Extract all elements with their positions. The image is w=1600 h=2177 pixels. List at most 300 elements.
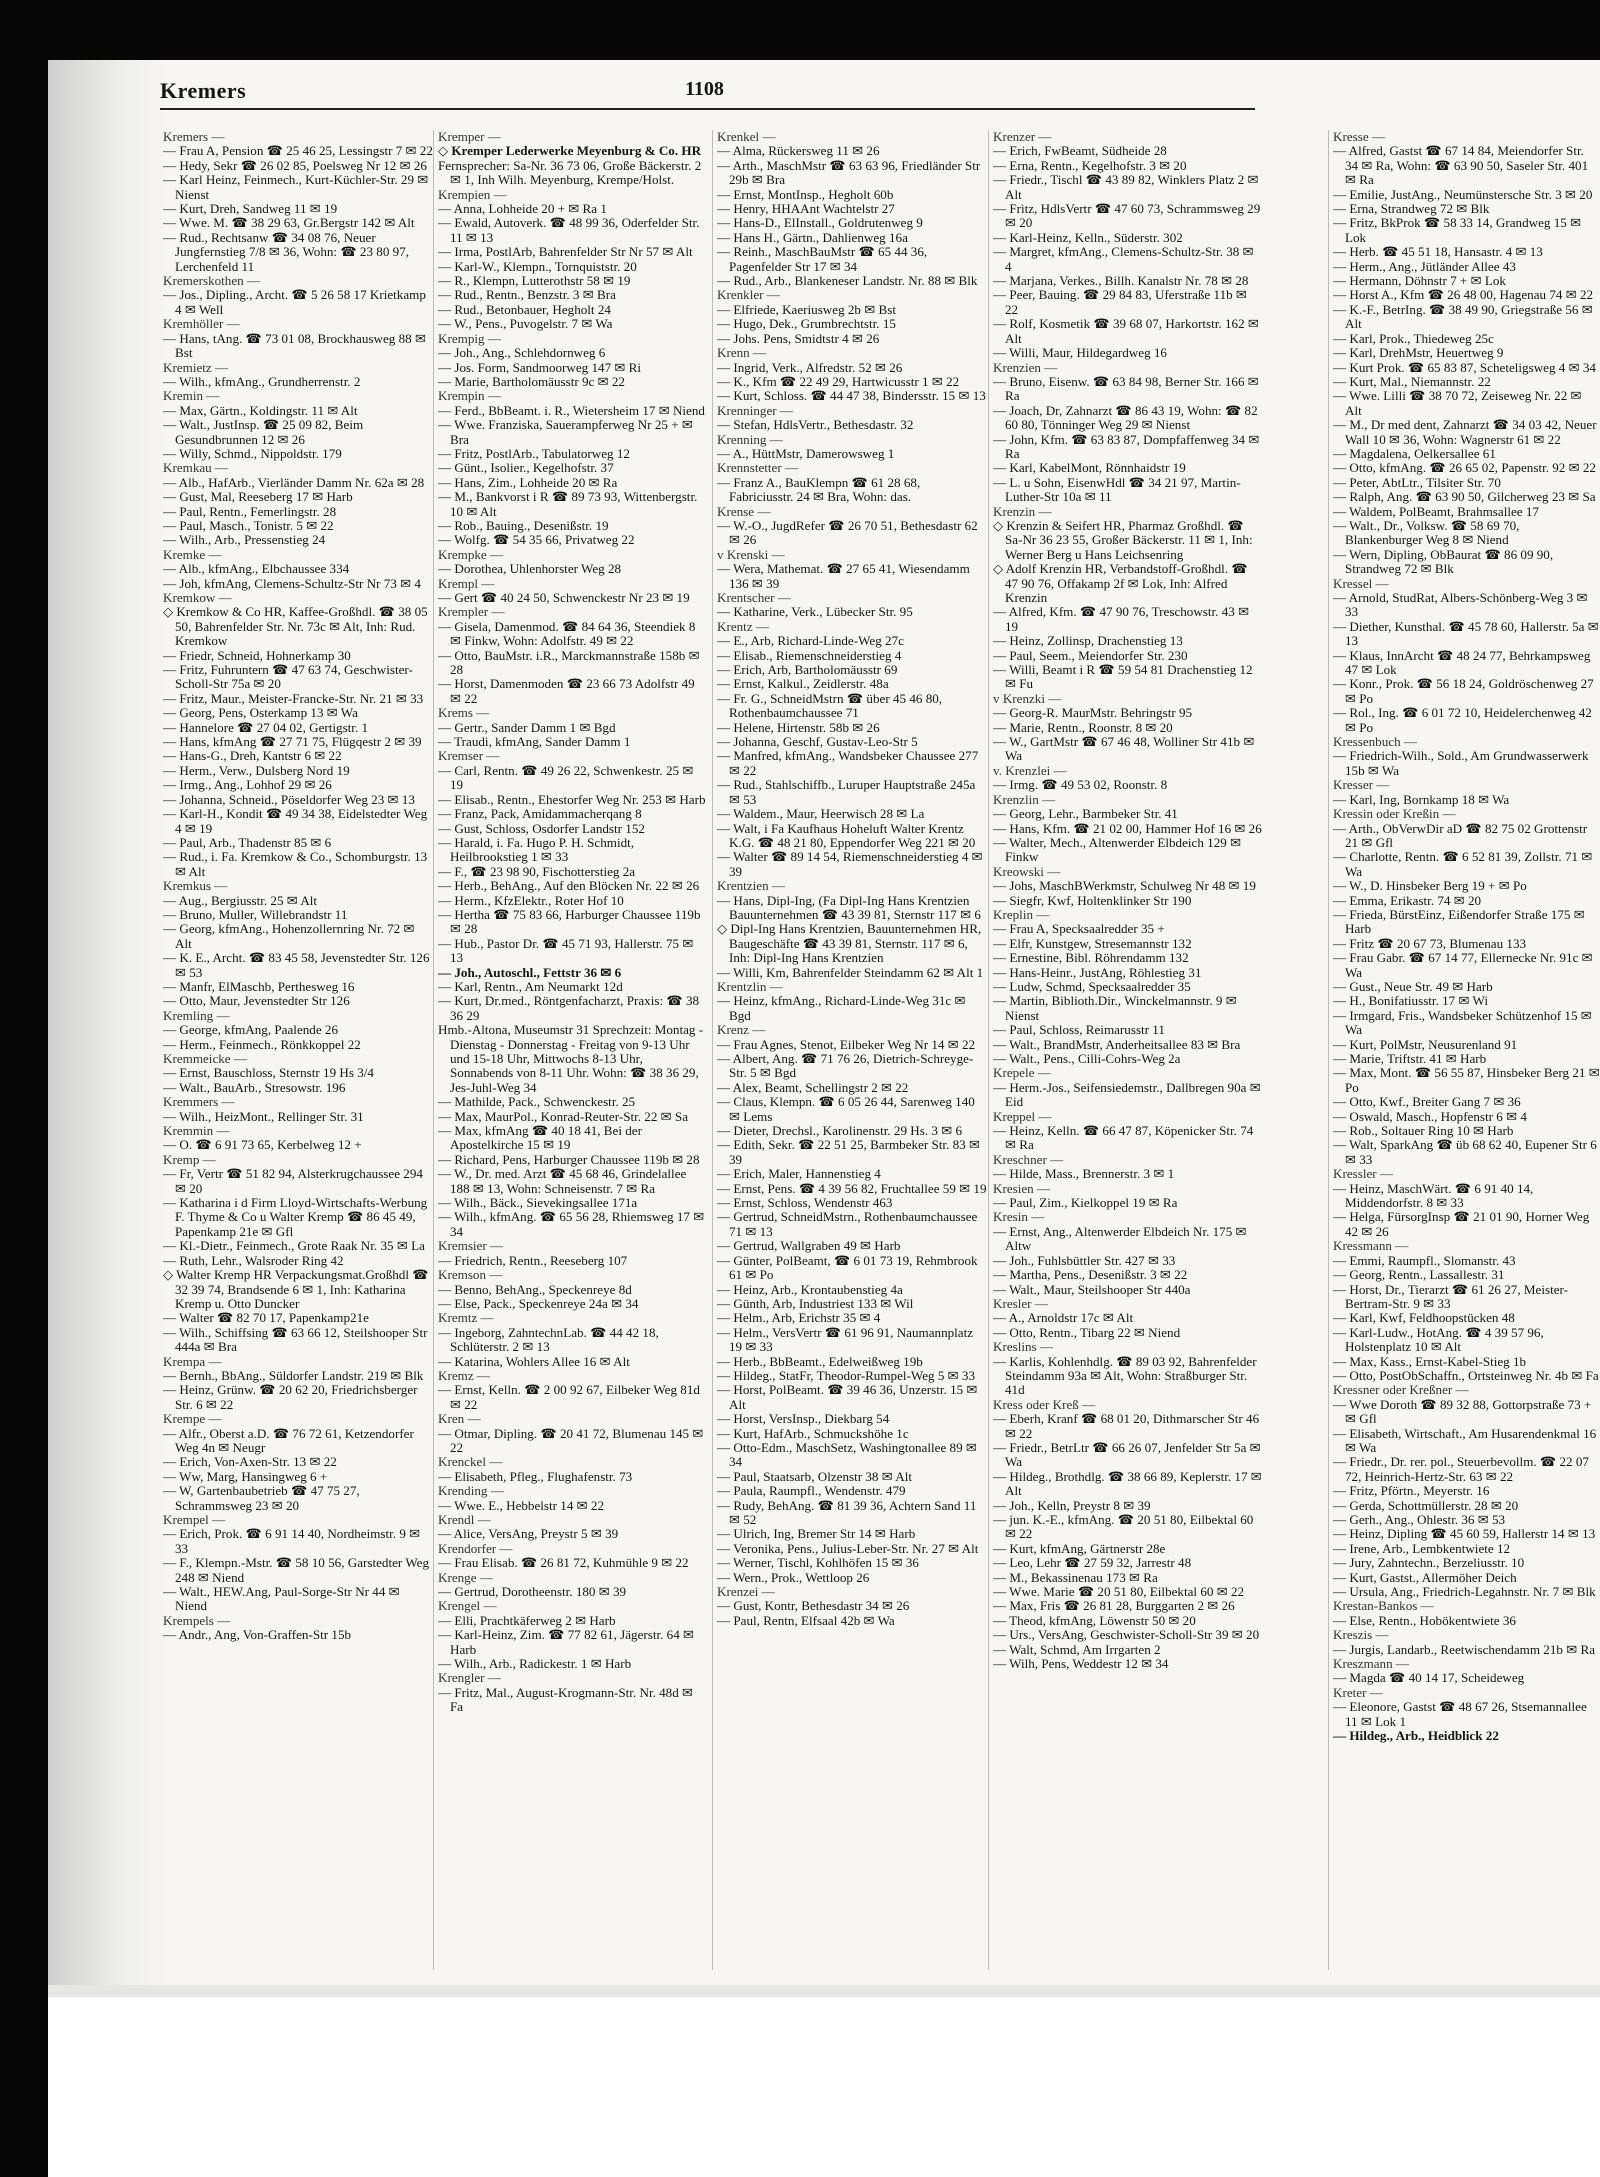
directory-entry: — Emmi, Raumpfl., Slomanstr. 43 bbox=[1333, 1252, 1516, 1268]
surname-heading: Krempe — bbox=[163, 1411, 222, 1427]
directory-entry: — Irmgard, Fris., Wandsbeker Schützenhof 15 ✉ Wa bbox=[1333, 1007, 1592, 1038]
directory-entry: — Stefan, HdlsVertr., Bethesdastr. 32 bbox=[717, 417, 914, 433]
surname-heading: Krempels — bbox=[163, 1612, 231, 1628]
column-divider bbox=[1328, 130, 1329, 1970]
directory-entry: — Ernst, MontInsp., Hegholt 60b bbox=[717, 186, 894, 202]
directory-entry: — Irma, PostlArb, Bahrenfelder Str Nr 57 ✉ Alt bbox=[438, 244, 693, 260]
directory-entry: — Marie, Rentn., Roonstr. 8 ✉ 20 bbox=[993, 719, 1173, 735]
directory-entry: — Rob., Bauing., Desenißstr. 19 bbox=[438, 517, 609, 533]
surname-heading: Kressenbuch — bbox=[1333, 734, 1417, 750]
surname-heading: Krenning — bbox=[717, 431, 783, 447]
directory-entry: — Ruth, Lehr., Walsroder Ring 42 bbox=[163, 1252, 344, 1268]
directory-entry: — Herm.-Jos., Seifensiedemstr., Dallbregen 90a ✉ Eid bbox=[993, 1079, 1261, 1110]
directory-entry: — Andr., Ang, Von-Graffen-Str 15b bbox=[163, 1627, 352, 1643]
surname-heading: Kressin oder Kreßin — bbox=[1333, 806, 1456, 822]
directory-entry: — M., Dr med dent, Zahnarzt ☎ 34 03 42, Neuer Wall 10 ✉ 36, Wohn: Wagnerstr 61 ✉ 22 bbox=[1333, 417, 1597, 447]
directory-entry: — Hildeg., Arb., Heidblick 22 bbox=[1333, 1728, 1499, 1744]
directory-entry: — Walt., HEW.Ang, Paul-Sorge-Str Nr 44 ✉ Niend bbox=[163, 1584, 400, 1614]
directory-entry: — Martha, Pens., Desenißstr. 3 ✉ 22 bbox=[993, 1267, 1188, 1283]
directory-entry: — Helene, Hirtenstr. 58b ✉ 26 bbox=[717, 719, 880, 735]
surname-heading: Kren — bbox=[438, 1411, 481, 1427]
directory-entry: Fernsprecher: Sa-Nr. 36 73 06, Große Bäckerstr. 2 ✉ 1, Inh Wilh. Meyenburg, Krempe/Holst. bbox=[438, 157, 702, 188]
directory-entry: — Johanna, Schneid., Pöseldorfer Weg 23 ✉ 13 bbox=[163, 791, 415, 807]
page-gutter-shadow bbox=[48, 60, 168, 1985]
directory-entry: — Hans, Kfm. ☎ 21 02 00, Hammer Hof 16 ✉ 26 bbox=[993, 820, 1262, 836]
surname-heading: Kreschner — bbox=[993, 1151, 1064, 1167]
directory-entry: — Wolfg. ☎ 54 35 66, Privatweg 22 bbox=[438, 532, 635, 548]
directory-entry: — Paul, Seem., Meiendorfer Str. 230 bbox=[993, 647, 1188, 663]
surname-heading: Krense — bbox=[717, 503, 771, 519]
directory-entry: — Hugo, Dek., Grumbrechtstr. 15 bbox=[717, 316, 896, 332]
directory-entry: — Peer, Bauing. ☎ 29 84 83, Uferstraße 11b ✉ 22 bbox=[993, 287, 1247, 317]
directory-entry: — Heinz, Arb., Krontaubenstieg 4a bbox=[717, 1281, 903, 1297]
directory-entry: — Oswald, Masch., Hopfenstr 6 ✉ 4 bbox=[1333, 1108, 1527, 1124]
directory-entry: — Joh., Kelln, Preystr 8 ✉ 39 bbox=[993, 1497, 1151, 1513]
directory-entry: — Hub., Pastor Dr. ☎ 45 71 93, Hallerstr. 75 ✉ 13 bbox=[438, 935, 694, 966]
directory-entry: ◇ Kremkow & Co HR, Kaffee-Großhdl. ☎ 38 05 50, Bahrenfelder Str. Nr. 73c ✉ Alt, Inh: Rud. Kremkow bbox=[163, 604, 428, 649]
directory-entry: — Carl, Rentn. ☎ 49 26 22, Schwenkestr. 25 ✉ 19 bbox=[438, 762, 694, 793]
surname-heading: v Krenski — bbox=[717, 546, 785, 562]
directory-entry: — Alice, VersAng, Preystr 5 ✉ 39 bbox=[438, 1526, 619, 1542]
directory-entry: — Traudi, kfmAng, Sander Damm 1 bbox=[438, 734, 631, 750]
directory-entry: — Hermann, Döhnstr 7 + ✉ Lok bbox=[1333, 273, 1506, 289]
directory-entry: — Frau Gabr. ☎ 67 14 77, Ellernecke Nr. 91c ✉ Wa bbox=[1333, 950, 1593, 980]
surname-heading: Kress oder Kreß — bbox=[993, 1396, 1096, 1412]
directory-entry: — Wern, Dipling, ObBaurat ☎ 86 09 90, Strandweg 72 ✉ Blk bbox=[1333, 546, 1554, 577]
directory-entry: — Walt., BrandMstr, Anderheitsallee 83 ✉ Bra bbox=[993, 1036, 1241, 1052]
surname-heading: Krenn — bbox=[717, 345, 767, 361]
directory-entry: — Willi, Beamt i R ☎ 59 54 81 Drachenstieg 12 ✉ Fu bbox=[993, 662, 1253, 692]
directory-entry: — Anna, Lohheide 20 + ✉ Ra 1 bbox=[438, 201, 607, 217]
surname-heading: Kreowski — bbox=[993, 863, 1061, 879]
surname-heading: Kremser — bbox=[438, 748, 500, 764]
surname-heading: Krempel — bbox=[163, 1512, 226, 1527]
directory-entry: — Marie, Bartholomäusstr 9c ✉ 22 bbox=[438, 373, 625, 389]
directory-entry: — Wwe. Lilli ☎ 38 70 72, Zeiseweg Nr. 22 ✉ Alt bbox=[1333, 388, 1582, 418]
directory-entry: — Elisab., Rentn., Ehestorfer Weg Nr. 253 ✉ Harb bbox=[438, 791, 706, 807]
directory-entry: — Ralph, Ang. ☎ 63 90 50, Gilcherweg 23 ✉ Sa bbox=[1333, 489, 1596, 505]
surname-heading: Krengel — bbox=[438, 1598, 497, 1614]
directory-entry: — Otto, Maur, Jevenstedter Str 126 bbox=[163, 993, 350, 1009]
directory-entry: — Katharine, Verk., Lübecker Str. 95 bbox=[717, 604, 913, 620]
directory-entry: — Heinz, Zollinsp, Drachenstieg 13 bbox=[993, 633, 1183, 649]
directory-entry: — Ww, Marg, Hansingweg 6 + bbox=[163, 1468, 328, 1484]
directory-entry: — Friedr, Schneid, Hohnerkamp 30 bbox=[163, 647, 351, 663]
surname-heading: Krenckel — bbox=[438, 1454, 503, 1470]
directory-entry: — Fr, Vertr ☎ 51 82 94, Alsterkrugchaussee 294 ✉ 20 bbox=[163, 1166, 423, 1196]
directory-entry: — Wwe. E., Hebbelstr 14 ✉ 22 bbox=[438, 1497, 605, 1513]
directory-entry: — Alfred, Kfm. ☎ 47 90 76, Treschowstr. 43 ✉ 19 bbox=[993, 604, 1250, 634]
surname-heading: Kremmin — bbox=[163, 1123, 230, 1139]
directory-entry: — Elisabeth, Wirtschaft., Am Husarendenkmal 16 ✉ Wa bbox=[1333, 1425, 1597, 1455]
directory-entry: — Manfred, kfmAng., Wandsbeker Chaussee 277 ✉ 22 bbox=[717, 748, 979, 778]
directory-entry: — Gert ☎ 40 24 50, Schwenckestr Nr 23 ✉ 19 bbox=[438, 590, 690, 605]
surname-heading: Krenge — bbox=[438, 1569, 493, 1585]
directory-entry: — Helm., Arb, Erichstr 35 ✉ 4 bbox=[717, 1310, 881, 1326]
directory-entry: — Alex, Beamt, Schellingstr 2 ✉ 22 bbox=[717, 1079, 909, 1095]
directory-entry: — Else, Pack., Speckenreye 24a ✉ 34 bbox=[438, 1295, 639, 1311]
directory-entry: — Aug., Bergiusstr. 25 ✉ Alt bbox=[163, 892, 318, 908]
directory-entry: — R., Klempn, Lutterothstr 58 ✉ 19 bbox=[438, 273, 631, 289]
directory-entry: — Herm., Verw., Dulsberg Nord 19 bbox=[163, 762, 350, 778]
directory-entry: — Friedrich, Rentn., Reeseberg 107 bbox=[438, 1252, 628, 1268]
directory-entry: — Walt, Schmd, Am Irrgarten 2 bbox=[993, 1641, 1161, 1657]
directory-entry: — Eleonore, Gastst ☎ 48 67 26, Stsemannallee 11 ✉ Lok 1 bbox=[1333, 1699, 1587, 1729]
surname-heading: Kresse — bbox=[1333, 130, 1385, 144]
directory-entry: — Erna, Rentn., Kegelhofstr. 3 ✉ 20 bbox=[993, 157, 1187, 173]
directory-entry: — H., Bonifatiusstr. 17 ✉ Wi bbox=[1333, 993, 1488, 1009]
directory-entry: — Paul, Zim., Kielkoppel 19 ✉ Ra bbox=[993, 1195, 1178, 1211]
directory-entry: — Elli, Prachtkäferweg 2 ✉ Harb bbox=[438, 1612, 616, 1628]
directory-entry: — Walt., JustInsp. ☎ 25 09 82, Beim Gesundbrunnen 12 ✉ 26 bbox=[163, 417, 364, 447]
surname-heading: Kresler — bbox=[993, 1295, 1048, 1311]
directory-entry: — Waldem, PolBeamt, Brahmsallee 17 bbox=[1333, 503, 1539, 519]
directory-entry: — Charlotte, Rentn. ☎ 6 52 81 39, Zollstr. 71 ✉ Wa bbox=[1333, 849, 1593, 879]
directory-entry: — Erich, FwBeamt, Südheide 28 bbox=[993, 143, 1167, 159]
surname-heading: Krenz — bbox=[717, 1022, 766, 1038]
directory-entry: — Fritz, PostlArb., Tabulatorweg 12 bbox=[438, 445, 630, 461]
directory-entry: — Max, Mont. ☎ 56 55 87, Hinsbeker Berg 21 ✉ Po bbox=[1333, 1065, 1600, 1095]
surname-heading: Krenkel — bbox=[717, 130, 776, 144]
directory-entry: — A., Arnoldstr 17c ✉ Alt bbox=[993, 1310, 1134, 1326]
directory-entry: — Jury, Zahntechn., Berzeliusstr. 10 bbox=[1333, 1555, 1525, 1571]
directory-entry: — Fritz, Mal., August-Krogmann-Str. Nr. 48d ✉ Fa bbox=[438, 1684, 694, 1715]
directory-entry: — Ludw, Schmd, Specksaalredder 35 bbox=[993, 978, 1191, 994]
directory-entry: — Ursula, Ang., Friedrich-Legahnstr. Nr. 7 ✉ Blk bbox=[1333, 1584, 1596, 1600]
directory-entry: — Heinz, Kelln. ☎ 66 47 87, Köpenicker Str. 74 ✉ Ra bbox=[993, 1123, 1254, 1153]
surname-heading: Krepele — bbox=[993, 1065, 1051, 1081]
directory-entry: — Max, Kass., Ernst-Kabel-Stieg 1b bbox=[1333, 1353, 1527, 1369]
directory-entry: — Kurt, Schloss. ☎ 44 47 38, Bindersstr. 15 ✉ 13 bbox=[717, 388, 986, 404]
directory-entry: — Alfred, Gastst ☎ 67 14 84, Meiendorfer Str. 34 ✉ Ra, Wohn: ☎ 63 90 50, Saseler Str. 401 ✉ Ra bbox=[1333, 143, 1589, 188]
directory-entry: — Fritz ☎ 20 67 73, Blumenau 133 bbox=[1333, 935, 1527, 951]
directory-entry: — Kurt, HafArb., Schmuckshöhe 1c bbox=[717, 1425, 909, 1441]
directory-entry: — Otto, BauMstr. i.R., Marckmannstraße 158b ✉ 28 bbox=[438, 647, 700, 678]
directory-entry: — Edith, Sekr. ☎ 22 51 25, Barmbeker Str. 83 ✉ 39 bbox=[717, 1137, 980, 1167]
directory-entry: — Rud., Stahlschiffb., Luruper Hauptstraße 245a ✉ 53 bbox=[717, 777, 976, 807]
directory-entry: — Herm., Ang., Jütländer Allee 43 bbox=[1333, 258, 1516, 274]
directory-entry: — Friedr., Dr. rer. pol., Steuerbevollm. ☎ 22 07 72, Heinrich-Hertz-Str. 63 ✉ 22 bbox=[1333, 1454, 1589, 1484]
directory-entry: — Max, Gärtn., Koldingstr. 11 ✉ Alt bbox=[163, 402, 358, 418]
directory-entry: — Benno, BehAng., Speckenreye 8d bbox=[438, 1281, 632, 1297]
directory-entry: — E., Arb, Richard-Linde-Weg 27c bbox=[717, 633, 904, 649]
page-number: 1108 bbox=[685, 78, 724, 100]
surname-heading: Krenzlin — bbox=[993, 791, 1056, 807]
directory-entry: ◇ Dipl-Ing Hans Krentzien, Bauunternehmen HR, Baugeschäfte ☎ 43 39 81, Sternstr. 117 ✉ 6, Inh: Dipl-Ing Hans Krentzien bbox=[717, 921, 982, 966]
directory-entry: — Gust, Kontr, Bethesdastr 34 ✉ 26 bbox=[717, 1598, 910, 1614]
directory-entry: — Erich, Von-Axen-Str. 13 ✉ 22 bbox=[163, 1454, 337, 1470]
surname-heading: Krempa — bbox=[163, 1353, 222, 1369]
surname-heading: Krenzin — bbox=[993, 503, 1052, 519]
directory-entry: — Karl-W., Klempn., Tornquiststr. 20 bbox=[438, 258, 637, 274]
directory-entry: — Walt, i Fa Kaufhaus Hoheluft Walter Krentz K.G. ☎ 48 21 80, Eppendorfer Weg 221 ✉ 20 bbox=[717, 820, 976, 850]
surname-heading: Kreszis — bbox=[1333, 1627, 1389, 1643]
surname-heading: Krendl — bbox=[438, 1512, 491, 1527]
directory-entry: — Ingeborg, ZahntechnLab. ☎ 44 42 18, Schlüterstr. 2 ✉ 13 bbox=[438, 1324, 659, 1355]
directory-entry: — Jurgis, Landarb., Reetwischendamm 21b ✉ Ra bbox=[1333, 1641, 1596, 1657]
directory-entry: — Bruno, Eisenw. ☎ 63 84 98, Berner Str. 166 ✉ Ra bbox=[993, 373, 1259, 404]
directory-entry: — Gertr., Sander Damm 1 ✉ Bgd bbox=[438, 719, 616, 735]
directory-entry: — Rud., Arb., Blankeneser Landstr. Nr. 88 ✉ Blk bbox=[717, 273, 978, 289]
page-bottom-edge bbox=[48, 1985, 1600, 1997]
surname-heading: Kremling — bbox=[163, 1007, 230, 1023]
surname-heading: Krempig — bbox=[438, 330, 501, 346]
directory-entry: — Marie, Triftstr. 41 ✉ Harb bbox=[1333, 1051, 1487, 1066]
directory-entry: — Hannelore ☎ 27 04 02, Gertigstr. 1 bbox=[163, 719, 369, 735]
directory-entry: — Alb., HafArb., Vierländer Damm Nr. 62a ✉ 28 bbox=[163, 474, 425, 490]
surname-heading: Krenzer — bbox=[993, 130, 1052, 144]
surname-heading: Kremers — bbox=[163, 130, 225, 144]
directory-entry: — Hans-Heinr., JustAng, Röhlestieg 31 bbox=[993, 964, 1202, 980]
directory-entry: — Paul, Schloss, Reimarusstr 11 bbox=[993, 1022, 1165, 1038]
directory-entry: — Rud., Rechtsanw ☎ 34 08 76, Neuer Jungfernstieg 7/8 ✉ 36, Wohn: ☎ 23 80 97, Lerchenfeld 11 bbox=[163, 229, 410, 274]
directory-entry: — Urs., VersAng, Geschwister-Scholl-Str 39 ✉ 20 bbox=[993, 1627, 1260, 1643]
directory-entry: — Martin, Biblioth.Dir., Winckelmannstr. 9 ✉ Nienst bbox=[993, 993, 1237, 1023]
directory-entry: — L. u Sohn, EisenwHdl ☎ 34 21 97, Martin-Luther-Str 10a ✉ 11 bbox=[993, 474, 1241, 505]
directory-entry: — Fritz, BkProk ☎ 58 33 14, Grandweg 15 ✉ Lok bbox=[1333, 215, 1582, 245]
column-divider bbox=[988, 130, 989, 1970]
surname-heading: Krempl — bbox=[438, 575, 495, 591]
directory-entry: — Kurt Prok. ☎ 65 83 87, Scheteligsweg 4 ✉ 34 bbox=[1333, 359, 1596, 375]
directory-entry: — Ingrid, Verk., Alfredstr. 52 ✉ 26 bbox=[717, 359, 903, 375]
surname-heading: Krentscher — bbox=[717, 590, 791, 605]
directory-entry: — Irene, Arb., Lembkentwiete 12 bbox=[1333, 1540, 1511, 1556]
directory-entry: — Fritz, Maur., Meister-Francke-Str. Nr. 21 ✉ 33 bbox=[163, 690, 424, 706]
directory-entry: — Wilh., Arb., Pressenstieg 24 bbox=[163, 532, 326, 548]
surname-heading: Krentzlin — bbox=[717, 978, 783, 994]
directory-entry: — K., Kfm ☎ 22 49 29, Hartwicusstr 1 ✉ 22 bbox=[717, 373, 960, 389]
directory-entry: — Richard, Pens, Harburger Chaussee 119b ✉ 28 bbox=[438, 1151, 700, 1167]
directory-entry: — F., Klempn.-Mstr. ☎ 58 10 56, Garstedter Weg 248 ✉ Niend bbox=[163, 1555, 429, 1585]
directory-entry: — Ernst, Bauschloss, Sternstr 19 Hs 3/4 bbox=[163, 1065, 374, 1081]
directory-entry: — Walter ☎ 82 70 17, Papenkamp21e bbox=[163, 1310, 369, 1326]
running-head: Kremers bbox=[160, 78, 247, 103]
directory-entry: ◇ Kremper Lederwerke Meyenburg & Co. HR bbox=[438, 143, 702, 159]
surname-heading: Krestan-Bankos — bbox=[1333, 1598, 1434, 1614]
directory-entry: — Wwe. M. ☎ 38 29 63, Gr.Bergstr 142 ✉ Alt bbox=[163, 215, 415, 231]
surname-heading: Kressel — bbox=[1333, 575, 1389, 591]
directory-entry: — Mathilde, Pack., Schwenckestr. 25 bbox=[438, 1094, 636, 1110]
surname-heading: Krempler — bbox=[438, 604, 505, 620]
directory-entry: — F., ☎ 23 98 90, Fischotterstieg 2a bbox=[438, 863, 636, 879]
directory-entry: — Gust, Schloss, Osdorfer Landstr 152 bbox=[438, 820, 645, 836]
directory-entry: — Otto, Kwf., Breiter Gang 7 ✉ 36 bbox=[1333, 1094, 1521, 1110]
surname-heading: Krenzei — bbox=[717, 1584, 775, 1600]
directory-entry: — Gust, Mal, Reeseberg 17 ✉ Harb bbox=[163, 489, 353, 505]
directory-entry: — Frau Agnes, Stenot, Eilbeker Weg Nr 14 ✉ 22 bbox=[717, 1036, 976, 1052]
directory-entry: — Leo, Lehr ☎ 27 59 32, Jarrestr 48 bbox=[993, 1555, 1192, 1571]
surname-heading: Kressler — bbox=[1333, 1166, 1393, 1182]
surname-heading: Kremkow — bbox=[163, 590, 232, 605]
directory-entry: — Kurt, Dreh, Sandweg 11 ✉ 19 bbox=[163, 201, 338, 217]
surname-heading: Kremin — bbox=[163, 388, 220, 404]
surname-heading: Kremp — bbox=[163, 1151, 216, 1167]
directory-entry: — Otto, PostObSchaffn., Ortsteinweg Nr. 4b ✉ Fa bbox=[1333, 1367, 1599, 1383]
directory-entry: — Kurt, Dr.med., Röntgenfacharzt, Praxis: ☎ 38 36 29 bbox=[438, 993, 700, 1023]
directory-entry: — Peter, AbtLtr., Tilsiter Str. 70 bbox=[1333, 474, 1501, 490]
directory-entry: — Hans H., Gärtn., Dahlienweg 16a bbox=[717, 229, 908, 245]
directory-entry: — Ernestine, Bibl. Röhrendamm 132 bbox=[993, 950, 1189, 966]
directory-entry: — Franz, Pack, Amidammacherqang 8 bbox=[438, 806, 642, 822]
directory-entry: — Wilh., Arb., Radickestr. 1 ✉ Harb bbox=[438, 1656, 632, 1672]
surname-heading: Kreter — bbox=[1333, 1684, 1383, 1700]
surname-heading: Kreppel — bbox=[993, 1108, 1052, 1124]
directory-entry: — Rolf, Kosmetik ☎ 39 68 07, Harkortstr. 162 ✉ Alt bbox=[993, 316, 1259, 346]
directory-entry: — Hans, kfmAng ☎ 27 71 75, Flügqestr 2 ✉ 39 bbox=[163, 734, 422, 750]
surname-heading: Kreplin — bbox=[993, 906, 1050, 922]
surname-heading: Kremmeicke — bbox=[163, 1051, 247, 1066]
surname-heading: Krenkler — bbox=[717, 287, 780, 303]
directory-entry: — Walt., Maur, Steilshooper Str 440a bbox=[993, 1281, 1191, 1297]
directory-entry: — Erich, Arb, Bartholomäusstr 69 bbox=[717, 662, 898, 678]
directory-entry: — W., D. Hinsbeker Berg 19 + ✉ Po bbox=[1333, 878, 1527, 894]
directory-entry: — Hans, tAng. ☎ 73 01 08, Brockhausweg 88 ✉ Bst bbox=[163, 330, 426, 361]
directory-entry: — Elfriede, Kaeriusweg 2b ✉ Bst bbox=[717, 301, 896, 317]
directory-column-4 bbox=[993, 130, 1263, 1980]
directory-entry: — Theod, kfmAng, Löwenstr 50 ✉ 20 bbox=[993, 1612, 1196, 1628]
directory-entry: — Gust., Neue Str. 49 ✉ Harb bbox=[1333, 978, 1493, 994]
directory-entry: — Fr. G., SchneidMstrn ☎ über 45 46 80, Rothenbaumchaussee 71 bbox=[717, 690, 943, 721]
surname-heading: Krempin — bbox=[438, 388, 501, 404]
directory-entry: — Waldem., Maur, Heerwisch 28 ✉ La bbox=[717, 806, 925, 822]
directory-entry: — Horst A., Kfm ☎ 26 48 00, Hagenau 74 ✉ 22 bbox=[1333, 287, 1594, 303]
directory-entry: — Heinz, Dipling ☎ 45 60 59, Hallerstr 14 ✉ 13 bbox=[1333, 1526, 1596, 1542]
surname-heading: Krempien — bbox=[438, 186, 507, 202]
surname-heading: Krenninger — bbox=[717, 402, 793, 418]
directory-entry: — Emma, Erikastr. 74 ✉ 20 bbox=[1333, 892, 1482, 908]
directory-entry: — Joh., Fuhlsbüttler Str. 427 ✉ 33 bbox=[993, 1252, 1176, 1268]
column-divider bbox=[433, 130, 434, 1970]
directory-entry: — Wilh., Schiffsing ☎ 63 66 12, Steilshooper Str 444a ✉ Bra bbox=[163, 1324, 428, 1355]
directory-entry: — Hedy, Sekr ☎ 26 02 85, Poelsweg Nr 12 ✉ 26 bbox=[163, 157, 427, 173]
directory-entry: — Otto, Rentn., Tibarg 22 ✉ Niend bbox=[993, 1324, 1181, 1340]
directory-entry: — Hans, Dipl-Ing, (Fa Dipl-Ing Hans Krentzien Bauunternehmen ☎ 43 39 81, Sternstr 117 ✉ 6 bbox=[717, 892, 981, 922]
directory-entry: — Hans-D., ElInstall., Goldrutenweg 9 bbox=[717, 215, 923, 231]
directory-entry: — Karl Heinz, Feinmech., Kurt-Küchler-Str. 29 ✉ Nienst bbox=[163, 172, 429, 202]
directory-entry: — Kurt, Gastst., Allermöher Deich bbox=[1333, 1569, 1517, 1585]
directory-entry: — Walt, SparkAng ☎ üb 68 62 40, Eupener Str 6 ✉ 33 bbox=[1333, 1137, 1597, 1167]
directory-entry: — Joh, kfmAng, Clemens-Schultz-Str Nr 73 ✉ 4 bbox=[163, 575, 421, 591]
directory-entry: — Emilie, JustAng., Neumünstersche Str. 3 ✉ 20 bbox=[1333, 186, 1593, 202]
directory-entry: — Herb., BbBeamt., Edelweißweg 19b bbox=[717, 1353, 923, 1369]
surname-heading: Kremietz — bbox=[163, 359, 229, 375]
directory-entry: — K. E., Archt. ☎ 83 45 58, Jevenstedter Str. 126 ✉ 53 bbox=[163, 950, 430, 980]
directory-entry: — Ernst, Kalkul., Zeidlerstr. 48a bbox=[717, 676, 889, 692]
directory-entry: — Ernst, Schloss, Wendenstr 463 bbox=[717, 1195, 893, 1211]
directory-entry: — Walt., BauArb., Stresowstr. 196 bbox=[163, 1079, 346, 1095]
surname-heading: Kremper — bbox=[438, 130, 501, 144]
directory-entry: — Wwe. Marie ☎ 20 51 80, Eilbektal 60 ✉ 22 bbox=[993, 1584, 1245, 1600]
directory-entry: — Albert, Ang. ☎ 71 76 26, Dietrich-Schreyge-Str. 5 ✉ Bgd bbox=[717, 1051, 974, 1081]
surname-heading: Kressmann — bbox=[1333, 1238, 1409, 1254]
directory-entry: — W., Dr. med. Arzt ☎ 45 68 46, Grindelallee 188 ✉ 13, Wohn: Schneisenstr. 7 ✉ Ra bbox=[438, 1166, 687, 1196]
directory-entry: — Heinz, MaschWärt. ☎ 6 91 40 14, Middendorfstr. 8 ✉ 33 bbox=[1333, 1180, 1534, 1211]
directory-column-3 bbox=[717, 130, 987, 1980]
directory-entry: — Elisabeth, Pfleg., Flughafenstr. 73 bbox=[438, 1468, 633, 1484]
directory-entry: — Wilh., HeizMont., Rellinger Str. 31 bbox=[163, 1108, 364, 1124]
directory-entry: — Margret, kfmAng., Clemens-Schultz-Str. 38 ✉ 4 bbox=[993, 244, 1254, 274]
directory-entry: — Horst, Dr., Tierarzt ☎ 61 26 27, Meister-Bertram-Str. 9 ✉ 33 bbox=[1333, 1281, 1568, 1311]
directory-entry: — Friedrich-Wilh., Sold., Am Grundwasserwerk 15b ✉ Wa bbox=[1333, 748, 1589, 778]
directory-entry: — Franz A., BauKlempn ☎ 61 28 68, Fabriciusstr. 24 ✉ Bra, Wohn: das. bbox=[717, 474, 921, 505]
directory-entry: ◇ Walter Kremp HR Verpackungsmat.Großhdl ☎ 32 39 74, Brandsende 6 ✉ 1, Inh: Katharina Kremp u. Otto Duncker bbox=[163, 1267, 429, 1311]
surname-heading: Krennstetter — bbox=[717, 460, 799, 476]
directory-entry: — Günt., Isolier., Kegelhofstr. 37 bbox=[438, 460, 614, 476]
directory-entry: — Arth., MaschMstr ☎ 63 63 96, Friedländer Str 29b ✉ Bra bbox=[717, 157, 981, 188]
directory-entry: — Johs. Pens, Smidtstr 4 ✉ 26 bbox=[717, 330, 880, 346]
header-rule bbox=[160, 108, 1255, 110]
directory-entry: — Walter, Mech., Altenwerder Elbdeich 129 ✉ Finkw bbox=[993, 834, 1242, 865]
directory-entry: — Siegfr, Kwf, Holtenklinker Str 190 bbox=[993, 892, 1192, 908]
directory-entry: — Marjana, Verkes., Billh. Kanalstr Nr. 78 ✉ 28 bbox=[993, 273, 1249, 289]
directory-entry: — Kurt, kfmAng, Gärtnerstr 28e bbox=[993, 1540, 1166, 1556]
directory-entry: — Willi, Maur, Hildegardweg 16 bbox=[993, 345, 1167, 361]
directory-entry: — Herb. ☎ 45 51 18, Hansastr. 4 ✉ 13 bbox=[1333, 244, 1543, 260]
directory-entry: — Irmg. ☎ 49 53 02, Roonstr. 8 bbox=[993, 777, 1168, 793]
directory-entry: — Veronika, Pens., Julius-Leber-Str. Nr. 27 ✉ Alt bbox=[717, 1540, 979, 1556]
directory-entry: — Rob., Soltauer Ring 10 ✉ Harb bbox=[1333, 1123, 1514, 1139]
directory-entry: — Karl-Ludw., HotAng. ☎ 4 39 57 96, Holstenplatz 10 ✉ Alt bbox=[1333, 1324, 1544, 1355]
directory-entry: — Rud., i. Fa. Kremkow & Co., Schomburgstr. 13 ✉ Alt bbox=[163, 849, 428, 879]
directory-entry: — Fritz, Pförtn., Meyerstr. 16 bbox=[1333, 1483, 1490, 1499]
directory-entry: — M., Bankvorst i R ☎ 89 73 93, Wittenbergstr. 10 ✉ Alt bbox=[438, 489, 698, 519]
directory-entry: — Diether, Kunsthal. ☎ 45 78 60, Hallerstr. 5a ✉ 13 bbox=[1333, 618, 1599, 649]
directory-entry: — Karl, Ing, Bornkamp 18 ✉ Wa bbox=[1333, 791, 1510, 807]
directory-entry: — Otto-Edm., MaschSetz, Washingtonallee 89 ✉ 34 bbox=[717, 1439, 977, 1470]
surname-heading: Kremkus — bbox=[163, 878, 228, 894]
directory-entry: — Georg, Lehr., Barmbeker Str. 41 bbox=[993, 806, 1178, 822]
directory-entry: — Herm., KfzElektr., Roter Hof 10 bbox=[438, 892, 624, 908]
directory-entry: — Ewald, Autoverk. ☎ 48 99 36, Oderfelder Str. 11 ✉ 13 bbox=[438, 215, 700, 245]
directory-entry: — Eberh, Kranf ☎ 68 01 20, Dithmarscher Str 46 ✉ 22 bbox=[993, 1411, 1260, 1441]
directory-entry: — Magda ☎ 40 14 17, Scheideweg bbox=[1333, 1670, 1525, 1686]
directory-entry: — Manfr, ElMaschb, Perthesweg 16 bbox=[163, 978, 355, 994]
directory-entry: Hmb.-Altona, Museumstr 31 Sprechzeit: Montag - Dienstag - Donnerstag - Freitag von 9-13 Uhr und 15-18 Uhr, Mittwochs 8-13 Uhr, Sonnabends von 8-11 Uhr. Wohn: ☎ 38 36 29, Jes-Juhl-Weg 34 bbox=[438, 1022, 704, 1095]
directory-entry: — Johs, MaschBWerkmstr, Schulweg Nr 48 ✉ 19 bbox=[993, 878, 1256, 894]
directory-entry: — Karl, Rentn., Am Neumarkt 12d bbox=[438, 978, 623, 994]
directory-entry: — Herb., BehAng., Auf den Blöcken Nr. 22 ✉ 26 bbox=[438, 878, 700, 894]
directory-entry: ◇ Adolf Krenzin HR, Verbandstoff-Großhdl. ☎ 47 90 76, Offakamp 2f ✉ Lok, Inh: Alfred Krenzin bbox=[993, 561, 1248, 605]
surname-heading: Kremsier — bbox=[438, 1238, 504, 1254]
directory-entry: — Karl-Heinz, Kelln., Süderstr. 302 bbox=[993, 229, 1183, 245]
surname-heading: Kremhöller — bbox=[163, 316, 240, 332]
directory-entry: — Paul, Staatsarb, Olzenstr 38 ✉ Alt bbox=[717, 1468, 912, 1484]
surname-heading: Kremtz — bbox=[438, 1310, 494, 1326]
directory-entry: — Hilde, Mass., Brennerstr. 3 ✉ 1 bbox=[993, 1166, 1175, 1182]
directory-entry: — Konr., Prok. ☎ 56 18 24, Goldröschenweg 27 ✉ Po bbox=[1333, 676, 1594, 706]
directory-entry: — Rud., Betonbauer, Hegholt 24 bbox=[438, 301, 611, 317]
directory-entry: — Dieter, Drechsl., Karolinenstr. 29 Hs. 3 ✉ 6 bbox=[717, 1123, 962, 1139]
surname-heading: Kresser — bbox=[1333, 777, 1390, 793]
directory-entry: — Wilh, Pens, Weddestr 12 ✉ 34 bbox=[993, 1656, 1169, 1672]
directory-entry: — Henry, HHAAnt Wachtelstr 27 bbox=[717, 201, 895, 217]
directory-entry: — Arth., ObVerwDir aD ☎ 82 75 02 Grottenstr 21 ✉ Gfl bbox=[1333, 820, 1588, 850]
directory-column-5 bbox=[1333, 130, 1600, 1980]
surname-heading: Kremz — bbox=[438, 1367, 490, 1383]
directory-entry: — Kurt, PolMstr, Neusurenland 91 bbox=[1333, 1036, 1518, 1052]
surname-heading: Kremke — bbox=[163, 546, 222, 562]
directory-entry: — Claus, Klempn. ☎ 6 05 26 44, Sarenweg 140 ✉ Lems bbox=[717, 1094, 975, 1124]
directory-entry: — Ernst, Kelln. ☎ 2 00 92 67, Eilbeker Weg 81d ✉ 22 bbox=[438, 1382, 700, 1412]
directory-entry: — Irmg., Ang., Lohhof 29 ✉ 26 bbox=[163, 777, 332, 793]
directory-entry: — Erna, Strandweg 72 ✉ Blk bbox=[1333, 201, 1490, 217]
surname-heading: Kreslins — bbox=[993, 1339, 1054, 1355]
directory-entry: — Paul, Masch., Tonistr. 5 ✉ 22 bbox=[163, 517, 334, 533]
directory-entry: — Wwe. Franziska, Sauerampferweg Nr 25 + ✉ Bra bbox=[438, 417, 693, 447]
directory-entry: — Erich, Prok. ☎ 6 91 14 40, Nordheimstr. 9 ✉ 33 bbox=[163, 1526, 421, 1556]
directory-entry: — Wilh., Bäck., Sievekingsallee 171a bbox=[438, 1195, 638, 1211]
directory-entry: — Kl.-Dietr., Feinmech., Grote Raak Nr. 35 ✉ La bbox=[163, 1238, 425, 1254]
